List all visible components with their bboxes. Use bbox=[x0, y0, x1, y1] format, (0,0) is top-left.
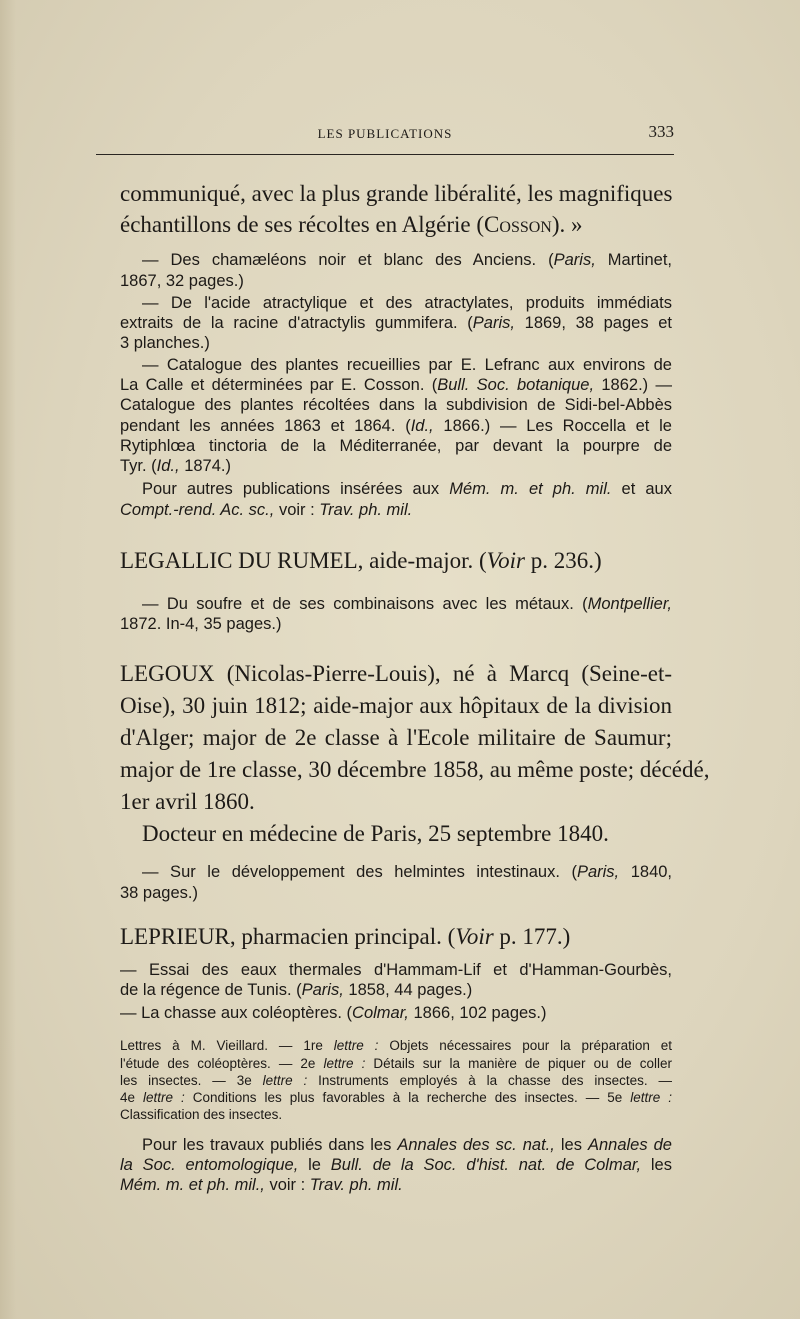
text-line: major de 1re classe, 30 décembre 1858, au même poste; décédé, bbox=[120, 757, 710, 782]
text-line: de la régence de Tunis. (Paris, 1858, 44 pages.) bbox=[120, 981, 473, 999]
text-line: — Du soufre et de ses combinaisons avec les métaux. (Montpellier, bbox=[142, 595, 672, 613]
text-line: 38 pages.) bbox=[120, 884, 198, 902]
text-line: — Essai des eaux thermales d'Hammam-Lif et d'Hamman-Gourbès, bbox=[120, 961, 672, 979]
text-line: Oise), 30 juin 1812; aide-major aux hôpitaux de la division bbox=[120, 693, 672, 718]
text-line: Lettres à M. Vieillard. — 1re lettre : Objets nécessaires pour la préparation et bbox=[120, 1038, 673, 1053]
text-line: d'Alger; major de 2e classe à l'Ecole militaire de Saumur; bbox=[120, 725, 672, 750]
text-line: La Calle et déterminées par E. Cosson. (Bull. Soc. botanique, 1862.) — bbox=[120, 376, 672, 394]
text-line: Catalogue des plantes récoltées dans la subdivision de Sidi-bel-Abbès bbox=[120, 396, 672, 414]
text-line: la Soc. entomologique, le Bull. de la Soc. d'hist. nat. de Colmar, les bbox=[120, 1156, 672, 1174]
text-line: 1867, 32 pages.) bbox=[120, 272, 244, 290]
text-line: échantillons de ses récoltes en Algérie (Cosson). » bbox=[120, 212, 583, 237]
text-line: l'étude des coléoptères. — 2e lettre : Détails sur la manière de piquer ou de coller bbox=[120, 1056, 673, 1071]
text-line: — Sur le développement des helmintes intestinaux. (Paris, 1840, bbox=[142, 863, 673, 881]
text-line: les insectes. — 3e lettre : Instruments employés à la chasse des insectes. — bbox=[120, 1073, 673, 1088]
text-line: pendant les années 1863 et 1864. (Id., 1866.) — Les Roccella et le bbox=[120, 417, 672, 435]
entry-heading: LEPRIEUR, pharmacien principal. (Voir p. 177.) bbox=[120, 924, 571, 949]
entry-heading: LEGOUX (Nicolas-Pierre-Louis), né à Marcq (Seine-et- bbox=[120, 661, 672, 686]
text-line: Tyr. (Id., 1874.) bbox=[120, 457, 231, 475]
text-line: Pour autres publications insérées aux Mém. m. et ph. mil. et aux bbox=[142, 480, 672, 498]
text-line: communiqué, avec la plus grande libéralité, les magnifiques bbox=[120, 181, 673, 206]
text-line: Pour les travaux publiés dans les Annales des sc. nat., les Annales de bbox=[142, 1136, 672, 1154]
text-line: — Catalogue des plantes recueillies par E. Lefranc aux environs de bbox=[142, 356, 672, 374]
text-line: — Des chamæléons noir et blanc des Anciens. (Paris, Martinet, bbox=[142, 251, 672, 269]
running-title: LES PUBLICATIONS bbox=[317, 126, 453, 141]
text-line: Classification des insectes. bbox=[120, 1107, 283, 1122]
text-line: 3 planches.) bbox=[120, 334, 210, 352]
text-line: — La chasse aux coléoptères. (Colmar, 1866, 102 pages.) bbox=[120, 1004, 547, 1022]
text-line: Compt.-rend. Ac. sc., voir : Trav. ph. mil. bbox=[120, 501, 413, 519]
text-line: — De l'acide atractylique et des atractylates, produits immédiats bbox=[142, 294, 672, 312]
text-line: Rytiphlœa tinctoria de la Méditerranée, par devant la pourpre de bbox=[120, 437, 672, 455]
page-gutter-shadow bbox=[0, 0, 16, 1319]
text-line: 1872. In-4, 35 pages.) bbox=[120, 615, 282, 633]
page-number: 333 bbox=[648, 122, 674, 141]
header-rule bbox=[96, 154, 674, 155]
text-line: 1er avril 1860. bbox=[120, 789, 255, 814]
text-line: extraits de la racine d'atractylis gummifera. (Paris, 1869, 38 pages et bbox=[120, 314, 673, 332]
text-line: Docteur en médecine de Paris, 25 septembre 1840. bbox=[142, 821, 609, 846]
entry-heading: LEGALLIC DU RUMEL, aide-major. (Voir p. 236.) bbox=[120, 548, 602, 573]
text-line: Mém. m. et ph. mil., voir : Trav. ph. mil. bbox=[120, 1176, 403, 1194]
page-header bbox=[96, 122, 674, 148]
text-line: 4e lettre : Conditions les plus favorables à la recherche des insectes. — 5e lettre : bbox=[120, 1090, 672, 1105]
